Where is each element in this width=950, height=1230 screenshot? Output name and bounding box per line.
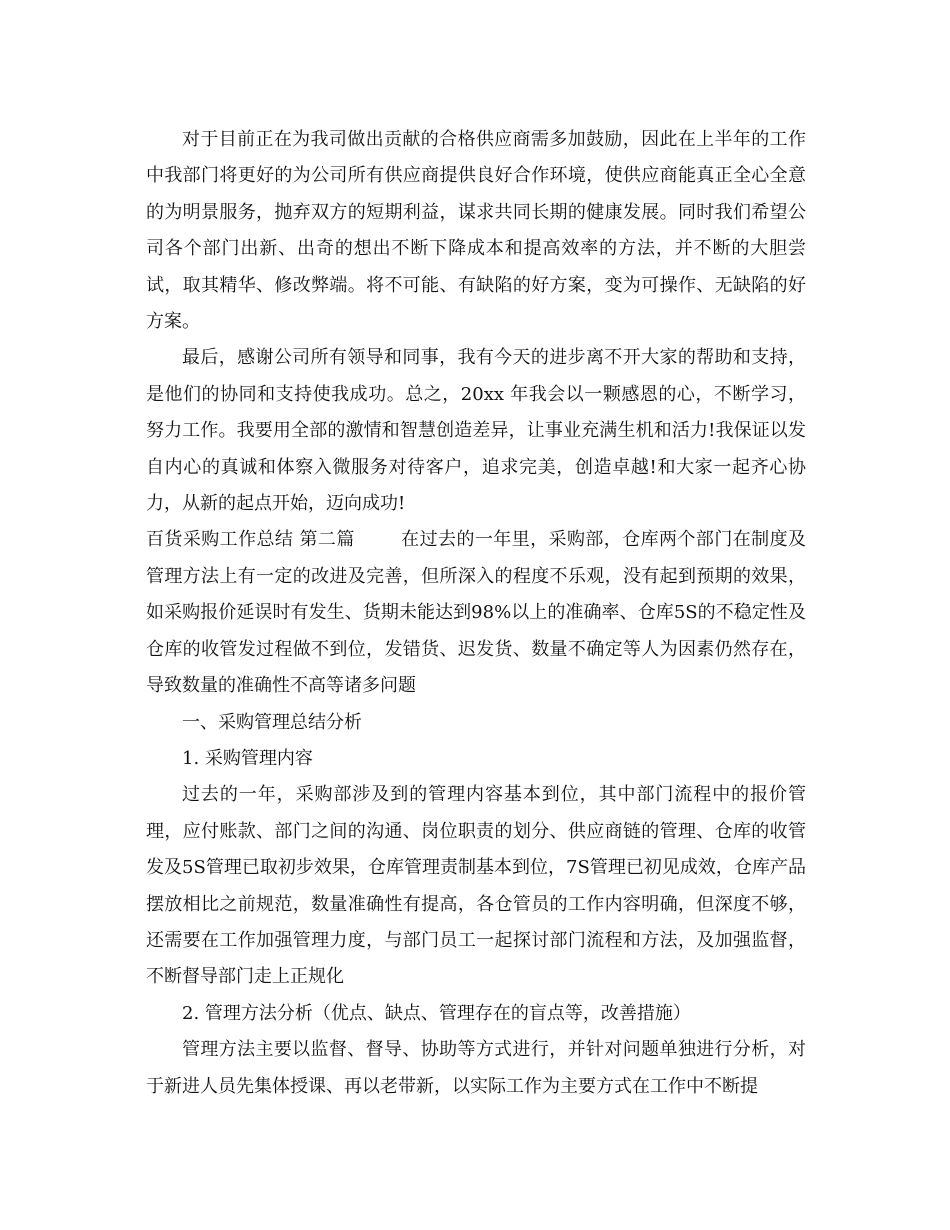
paragraph-closing-thanks: 最后，感谢公司所有领导和同事，我有今天的进步离不开大家的帮助和支持，是他们的协同和支持使我成功。总之，20xx 年我会以一颗感恩的心，不断学习，努力工作。我要用全部的激情和智慧创造差异，让事业充满生机和活力!我保证以发自内心的真诚和体察入微服务对待客户，追求完美，创造卓越!和大家一起齐心协力，从新的起点开始，迈向成功! xyxy=(146,347,806,515)
paragraph-supplier-encouragement: 对于目前正在为我司做出贡献的合格供应商需多加鼓励，因此在上半年的工作中我部门将更好的为公司所有供应商提供良好合作环境，使供应商能真正全心全意的为明景服务，抛弃双方的短期利益，谋求共同长期的健康发展。同时我们希望公司各个部门出新、出奇的想出不断下降成本和提高效率的方法，并不断的大胆尝试，取其精华、修改弊端。将不可能、有缺陷的好方案，变为可操作、无缺陷的好方案。 xyxy=(146,129,806,333)
heading-management-method: 2. 管理方法分析（优点、缺点、管理存在的盲点等，改善措施） xyxy=(182,1002,691,1024)
document-body xyxy=(146,122,806,1105)
paragraph-management-method: 管理方法主要以监督、督导、协助等方式进行，并针对问题单独进行分析，对于新进人员先集体授课、再以老带新，以实际工作为主要方式在工作中不断提 xyxy=(146,1039,806,1097)
section-intro-paragraph xyxy=(146,522,806,704)
section-title: 百货采购工作总结 第二篇 xyxy=(146,529,355,551)
heading-procurement-content: 1. 采购管理内容 xyxy=(182,747,313,769)
paragraph-procurement-content: 过去的一年，采购部涉及到的管理内容基本到位，其中部门流程中的报价管理，应付账款、部门之间的沟通、岗位职责的划分、供应商链的管理、仓库的收管发及5S管理已取初步效果，仓库管理责制基本到位，7S管理已初见成效，仓库产品摆放相比之前规范，数量准确性有提高，各仓管员的工作内容明确，但深度不够，还需要在工作加强管理力度，与部门员工一起探讨部门流程和方法，及加强监督，不断督导部门走上正规化 xyxy=(146,784,806,988)
section-intro-text: 在过去的一年里，采购部，仓库两个部门在制度及管理方法上有一定的改进及完善，但所深入的程度不乐观，没有起到预期的效果，如采购报价延误时有发生、货期未能达到98%以上的准确率、仓库5S的不稳定性及仓库的收管发过程做不到位，发错货、迟发货、数量不确定等人为因素仍然存在，导致数量的准确性不高等诸多问题 xyxy=(146,529,806,697)
heading-procurement-summary: 一、采购管理总结分析 xyxy=(182,711,362,733)
